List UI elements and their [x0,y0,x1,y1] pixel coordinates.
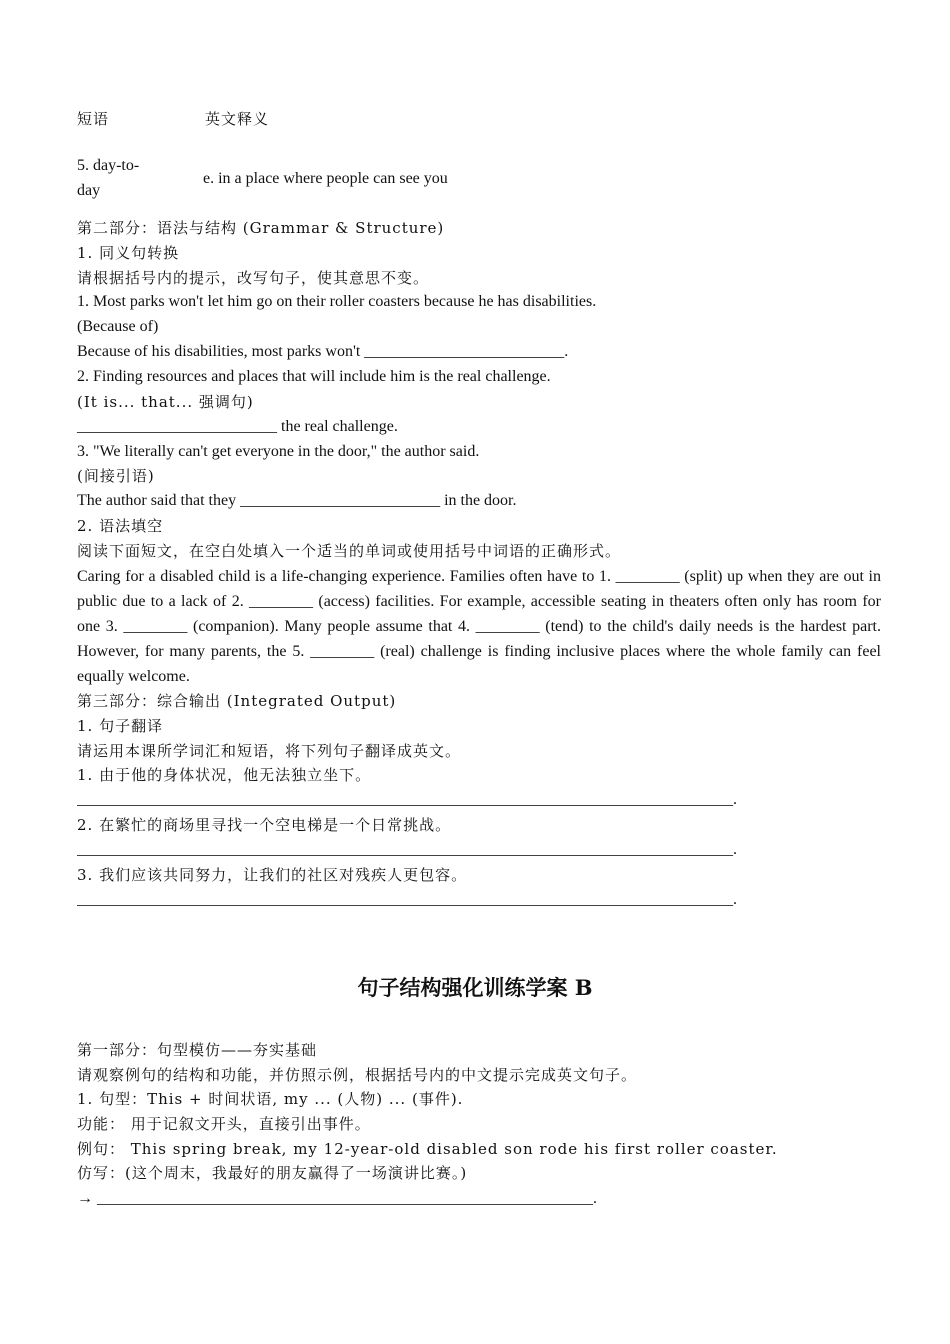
q1-answer: Because of his disabilities, most parks won't _________________________. [77,343,569,360]
imitation-answer-line: → ______________________________________________________________. [77,1190,597,1207]
q2-sentence: 2. Finding resources and places that will include him is the real challenge. [77,368,551,385]
table-cell-phrase-line1: 5. day-to- [77,157,140,174]
answer-line: __________________________________________________________________________________. [77,841,737,858]
table-header-phrase: 短语 [77,110,110,128]
part2-heading: 第二部分：语法与结构 (Grammar & Structure) [77,219,445,237]
q1-hint: (Because of) [77,318,159,335]
translation-item: 3. 我们应该共同努力，让我们的社区对残疾人更包容。 [77,866,468,884]
part2-sub2-title: 2. 语法填空 [77,517,164,535]
q1-sentence: 1. Most parks won't let him go on their roller coasters because he has disabilities. [77,293,597,310]
part3-heading: 第三部分：综合输出 (Integrated Output) [77,692,397,710]
pattern-function: 功能： 用于记叙文开头，直接引出事件。 [77,1115,371,1133]
section-b-instruction: 请观察例句的结构和功能，并仿照示例，根据括号内的中文提示完成英文句子。 [77,1066,638,1084]
translation-item: 2. 在繁忙的商场里寻找一个空电梯是一个日常挑战。 [77,816,452,834]
cloze-passage: Caring for a disabled child is a life-changing experience. Families often have to 1. ________ (split) up when they are out in public due to a lack of 2. ________ (access) facilities. For example, accessible seating in theaters often only has room for one 3. ________ (companion). Many people assume that 4. ________ (tend) to the child's daily needs is the hardest part. However, for many parents, the 5. ________ (real) challenge is finding inclusive places where the whole family can feel equally welcome. [77,568,881,685]
section-b-part1-heading: 第一部分：句型模仿——夯实基础 [77,1041,318,1059]
q3-sentence: 3. "We literally can't get everyone in the door," the author said. [77,443,480,460]
answer-line: __________________________________________________________________________________. [77,891,737,908]
table-cell-definition: e. in a place where people can see you [203,170,448,187]
table-header-definition: 英文释义 [205,110,270,128]
q3-hint: (间接引语) [77,467,155,485]
table-cell-phrase-line2: day [77,182,101,199]
part2-sub1-instruction: 请根据括号内的提示，改写句子，使其意思不变。 [77,269,430,287]
part3-sub1-title: 1. 句子翻译 [77,717,164,735]
answer-line: __________________________________________________________________________________. [77,791,737,808]
q2-hint: (It is... that... 强调句) [77,393,254,411]
translation-item: 1. 由于他的身体状况，他无法独立坐下。 [77,766,372,784]
q2-answer: _________________________ the real challenge. [77,418,398,435]
section-b-title: 句子结构强化训练学案 B [357,975,593,1000]
part3-instruction: 请运用本课所学词汇和短语，将下列句子翻译成英文。 [77,742,462,760]
sentence-pattern: 1. 句型：This + 时间状语, my ... (人物) ... (事件). [77,1090,464,1108]
q3-answer: The author said that they _________________________ in the door. [77,492,517,509]
part2-sub1-title: 1. 同义句转换 [77,244,180,262]
part2-sub2-instruction: 阅读下面短文，在空白处填入一个适当的单词或使用括号中词语的正确形式。 [77,542,622,560]
example-sentence: 例句： This spring break, my 12-year-old disabled son rode his first roller coaster. [77,1140,778,1158]
imitation-prompt: 仿写：(这个周末，我最好的朋友赢得了一场演讲比赛。) [77,1164,468,1182]
